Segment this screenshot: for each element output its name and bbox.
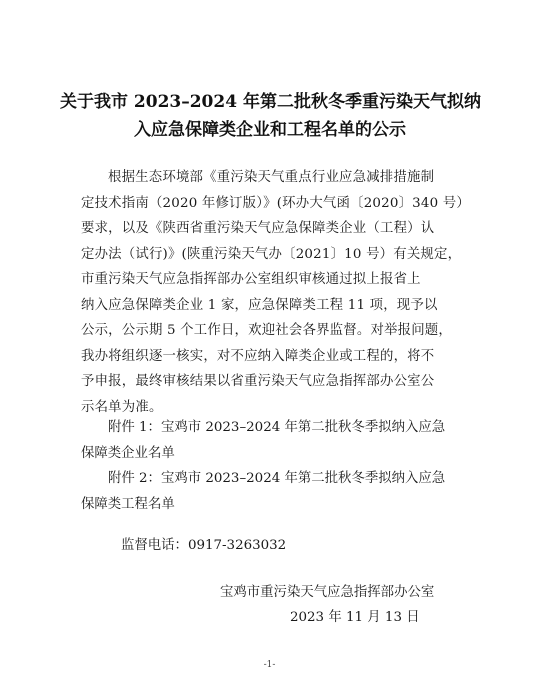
body-line: 公示，公示期 5 个工作日，欢迎社会各界监督。对举报问题， xyxy=(81,323,452,338)
title-line-2: 入应急保障类企业和工程名单的公示 xyxy=(134,120,406,140)
attachment-2-line-1: 附件 2：宝鸡市 2023–2024 年第二批秋冬季拟纳入应急 xyxy=(108,471,446,486)
document-title xyxy=(60,88,480,144)
attachment-1-line-2: 保障类企业名单 xyxy=(81,445,175,461)
body-line: 我办将组织逐一核实，对不应纳入障类企业或工程的，将不 xyxy=(81,348,435,364)
supervision-phone: 监督电话：0917-3263032 xyxy=(121,538,287,553)
body-line: 根据生态环境部《重污染天气重点行业应急减排措施制 xyxy=(108,170,435,185)
signature-organization: 宝鸡市重污染天气应急指挥部办公室 xyxy=(220,585,435,600)
body-paragraph xyxy=(81,165,470,420)
body-line: 定技术指南（2020 年修订版）》(环办大气函〔2020〕340 号） xyxy=(81,195,470,211)
body-line: 定办法（试行)》(陕重污染天气办〔2021〕10 号）有关规定， xyxy=(81,246,462,262)
attachment-2-line-2: 保障类工程名单 xyxy=(81,496,175,512)
body-line: 示名单为准。 xyxy=(81,399,163,415)
page-number: -1- xyxy=(263,660,276,670)
body-line: 予申报，最终审核结果以省重污染天气应急指挥部办公室公 xyxy=(81,374,435,389)
signature-date: 2023 年 11 月 13 日 xyxy=(290,610,420,625)
body-line: 纳入应急保障类企业 1 家，应急保障类工程 11 项，现予以 xyxy=(81,297,438,313)
attachment-1-line-1: 附件 1：宝鸡市 2023–2024 年第二批秋冬季拟纳入应急 xyxy=(108,420,446,435)
title-line-1: 关于我市 2023–2024 年第二批秋冬季重污染天气拟纳 xyxy=(60,92,481,112)
body-line: 要求，以及《陕西省重污染天气应急保障类企业（工程）认 xyxy=(81,221,435,236)
attachments-list xyxy=(81,415,481,517)
body-line: 市重污染天气应急指挥部办公室组织审核通过拟上报省上 xyxy=(81,272,421,287)
